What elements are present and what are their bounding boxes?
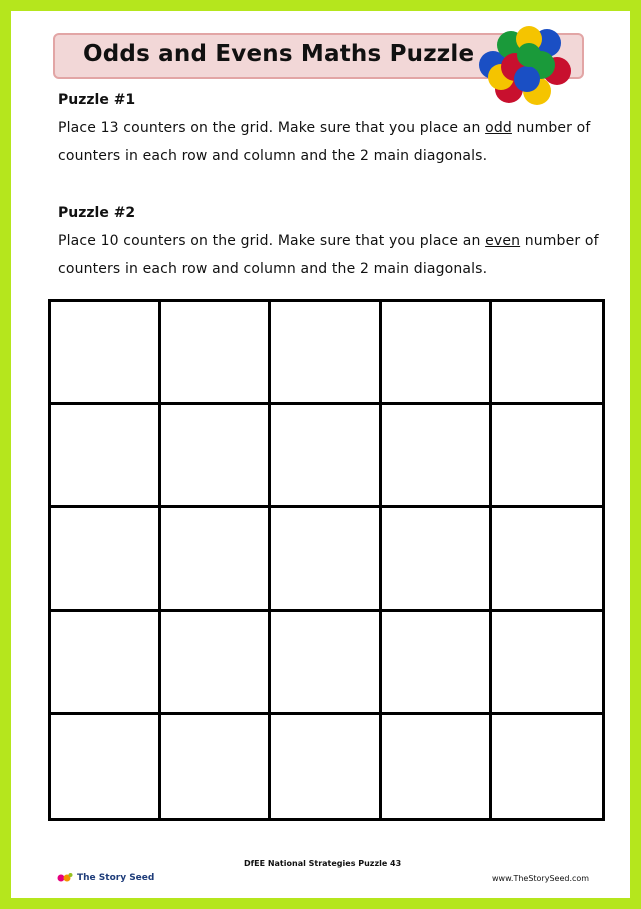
- worksheet-page: [11, 11, 630, 898]
- grid-cell[interactable]: [51, 405, 161, 508]
- grid-cell[interactable]: [492, 405, 602, 508]
- puzzle-2-heading: Puzzle #2: [58, 205, 136, 221]
- grid-cell[interactable]: [382, 612, 492, 715]
- puzzle-grid: [48, 299, 605, 821]
- source-credit: DfEE National Strategies Puzzle 43: [244, 859, 402, 868]
- grid-cell[interactable]: [382, 508, 492, 611]
- grid-cell[interactable]: [161, 612, 271, 715]
- story-seed-logo: [57, 872, 154, 883]
- grid-cell[interactable]: [161, 715, 271, 818]
- grid-cell[interactable]: [492, 508, 602, 611]
- grid-cell[interactable]: [51, 508, 161, 611]
- grid-cell[interactable]: [271, 302, 381, 405]
- grid-cell[interactable]: [51, 612, 161, 715]
- website-url[interactable]: www.TheStorySeed.com: [492, 874, 590, 883]
- grid-cell[interactable]: [271, 508, 381, 611]
- colored-counters-icon: [479, 25, 575, 111]
- grid-cell[interactable]: [382, 405, 492, 508]
- puzzle-1-instructions: Place 13 counters on the grid. Make sure that you place an odd number of counters in each row and column and the 2 main diagonals.: [58, 120, 591, 164]
- grid-cell[interactable]: [492, 302, 602, 405]
- grid-cell[interactable]: [271, 715, 381, 818]
- grid-cell[interactable]: [382, 302, 492, 405]
- grid-cell[interactable]: [382, 715, 492, 818]
- grid-cell[interactable]: [492, 715, 602, 818]
- brand-name: The Story Seed: [77, 872, 155, 883]
- grid-cell[interactable]: [271, 405, 381, 508]
- puzzle-1-heading: Puzzle #1: [58, 92, 136, 108]
- odd-emphasis: odd: [485, 120, 512, 136]
- grid-cell[interactable]: [161, 508, 271, 611]
- story-seed-logo-icon: [57, 872, 73, 883]
- grid-cell[interactable]: [492, 612, 602, 715]
- grid-cell[interactable]: [161, 302, 271, 405]
- grid-cell[interactable]: [271, 612, 381, 715]
- even-emphasis: even: [485, 233, 521, 249]
- grid-cell[interactable]: [51, 302, 161, 405]
- puzzle-2-instructions: Place 10 counters on the grid. Make sure that you place an even number of counters in each row and column and the 2 main diagonals.: [58, 233, 599, 277]
- grid-cell[interactable]: [161, 405, 271, 508]
- page-title: Odds and Evens Maths Puzzle: [83, 41, 475, 67]
- grid-cell[interactable]: [51, 715, 161, 818]
